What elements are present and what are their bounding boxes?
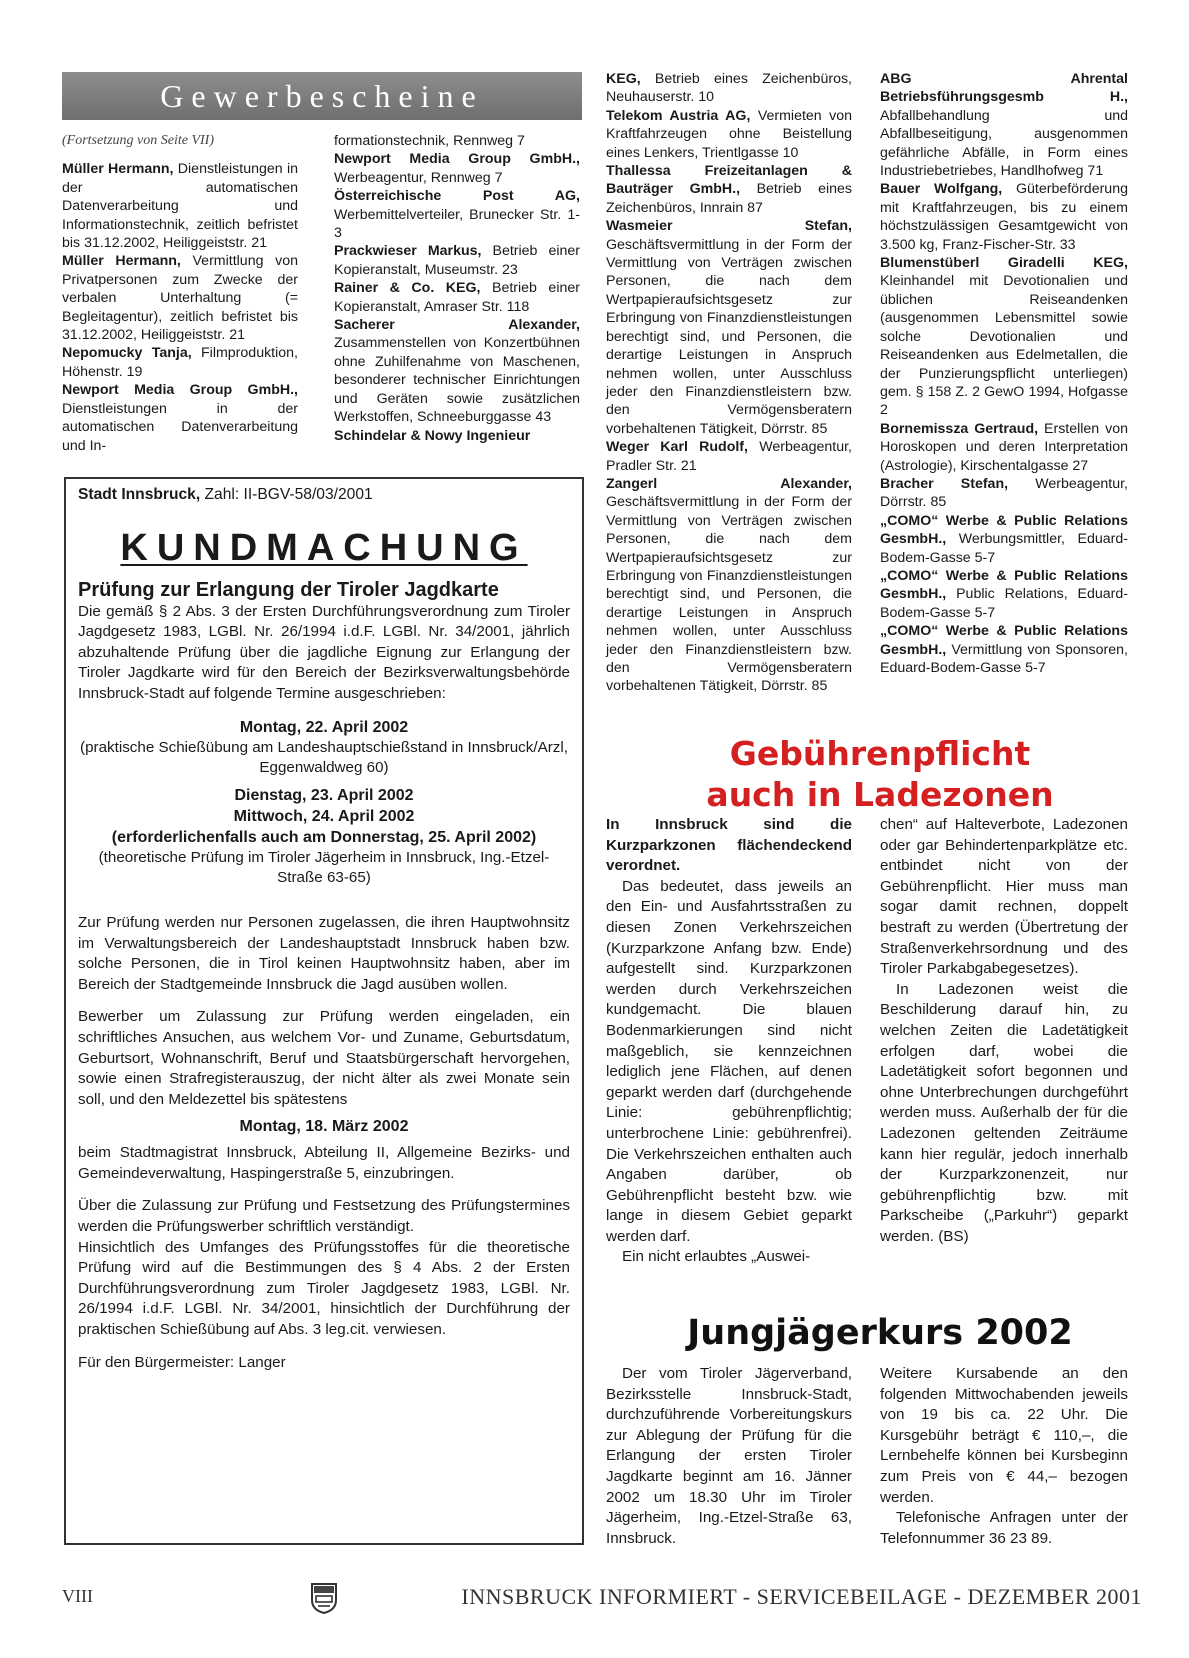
entry-business-name: Newport Media Group GmbH., (334, 151, 580, 168)
entry-business-name: Wasmeier Stefan, (606, 218, 852, 235)
business-license-entry (880, 567, 1128, 622)
article-headline-jungjaegerkurs: Jungjägerkurs 2002 (687, 1313, 1073, 1353)
entry-description: Geschäftsvermittlung in der Form der Vermittlung von Verträgen zwischen Personen, die nach dem Wertpapieraufsichtsgesetz zur Erbringung von Finanzdienstleistungen berechtigt sind, und Personen, die derartige Leistungen in Anspruch nehmen wollen, unter Ausschluss jeder den Finanzdienstleistern bzw. den Vermögensberatern vorbehaltenen Tätigkeit, Dörrstr. 85 (606, 236, 852, 437)
entry-business-name: Bracher Stefan, (880, 475, 1009, 492)
article-lead: In Innsbruck sind die Kurzparkzonen flächendeckend verordnet. (606, 816, 852, 875)
exam-date-theory-3: (erforderlichenfalls auch am Donnerstag, 25. April 2002) (111, 828, 537, 846)
article-gebuehrenpflicht-column-2 (880, 815, 1128, 1247)
entry-business-name: Blumenstüberl Giradelli KEG, (880, 255, 1128, 272)
business-license-entry (606, 438, 852, 475)
entry-business-name: Bauer Wolfgang, (880, 181, 1003, 198)
business-license-entry (880, 622, 1128, 677)
entry-business-name: Österreichische Post AG, (334, 188, 580, 205)
article-paragraph: Der vom Tiroler Jägerverband, Bezirksstelle Innsbruck-Stadt, durchzuführende Vorbereitungskurs zur Ablegung der Prüfung für die Erlangung der ersten Tiroler Jagdkarte beginnt am 16. Jänner 2002 um 18.30 Uhr im Tiroler Jägerheim, Ing.-Etzel-Straße 63, Innsbruck. (606, 1365, 852, 1547)
article-headline-gebuehrenpflicht: Gebührenpflicht auch in Ladezonen (706, 734, 1054, 814)
business-license-entry (62, 160, 298, 252)
exam-date-practical: Montag, 22. April 2002 (239, 718, 409, 736)
business-license-entry (606, 70, 852, 107)
entry-description: Dienstleistungen in der automatischen Datenverarbeitung und In- (62, 400, 298, 454)
entry-description: Werbungsmittler, Eduard-Bodem-Gasse 5-7 (880, 531, 1128, 566)
article-paragraph: In Ladezonen weist die Beschilderung darauf hin, zu welchen Zeiten die Ladetätigkeit erfolgen darf, wobei die Ladetätigkeit sofort begonnen und ohne Unterbrechungen durchgeführt werden muss. Außerhalb der für die Ladezonen geltenden Zeiträume kann hier regulär, jedoch innerhalb der Kurzparkzonenzeit, nur gebührenpflichtig bzw. mit Parkscheibe („Parkuhr“) geparkt werden. (BS) (880, 980, 1128, 1245)
entry-description: formationstechnik, Rennweg 7 (334, 133, 525, 149)
listing-column-4 (880, 70, 1128, 677)
public-notice-box (64, 477, 584, 1545)
notice-paragraph-submission: beim Stadtmagistrat Innsbruck, Abteilung II, Allgemeine Bezirks- und Gemeindeverwaltung, Haspingerstraße 5, einzubringen. (78, 1144, 570, 1182)
entry-description: Betrieb einer Kopieranstalt, Amraser Str. 118 (334, 280, 580, 315)
entry-business-name: Schindelar & Nowy Ingenieur (334, 427, 531, 444)
entry-business-name: ABG Ahrental Betriebsführungsgesmb H., (880, 71, 1128, 106)
entry-description: Kleinhandel mit Devotionalien und üblichen Reiseandenken (ausgenommen Lebensmittel sowie solche Devotionalien und Reiseandenken aus Edelmetallen, die der Punzierungspflicht unterliegen) gem. § 158 Z. 2 GewO 1994, Hofgasse 2 (880, 273, 1128, 419)
article-jungjaegerkurs-column-2 (880, 1364, 1128, 1549)
entry-business-name: Müller Hermann, (62, 253, 181, 270)
entry-business-name: Rainer & Co. KEG, (334, 280, 481, 297)
article-jungjaegerkurs-column-1 (606, 1364, 852, 1549)
entry-description: Betrieb eines Zeichenbüros, Innrain 87 (606, 181, 852, 216)
entry-description: Public Relations, Eduard-Bodem-Gasse 5-7 (880, 586, 1128, 621)
business-license-entry (334, 316, 580, 426)
business-license-entry (334, 279, 580, 316)
business-license-entry (62, 252, 298, 344)
article-paragraph: Ein nicht erlaubtes „Auswei- (622, 1248, 811, 1266)
listing-column-3 (606, 70, 852, 696)
notice-reference: Stadt Innsbruck, Zahl: II-BGV-58/03/2001 (78, 486, 373, 503)
entry-description: Vermieten von Kraftfahrzeugen ohne Beistellung eines Lenkers, Trientlgasse 10 (606, 107, 852, 161)
business-license-entry (606, 217, 852, 438)
entry-description: Abfallbehandlung und Abfallbeseitigung, ausgenommen gefährliche Abfälle, in Form eines Industriebetriebes, Handlhofweg 71 (880, 107, 1128, 180)
entry-business-name: Nepomucky Tanja, (62, 345, 192, 362)
notice-intro: Die gemäß § 2 Abs. 3 der Ersten Durchführungsverordnung zum Tiroler Jagdgesetz 1983, LGBl. Nr. 26/1994 i.d.F. LGBl. Nr. 34/2001, jährlich abzuhaltende Prüfung über die jagdliche Eignung zur Erlangung der Tiroler Jagdkarte wird für den Bereich der Bezirksverwaltungsbehörde Innsbruck-Stadt auf folgende Termine ausgeschrieben: (78, 602, 570, 702)
entry-description: Güterbeförderung mit Kraftfahrzeugen, bis zu einem höchstzulässigen Gesamtgewicht von 3.500 kg, Franz-Fischer-Str. 33 (880, 181, 1128, 253)
entry-business-name: „COMO“ Werbe & Public Relations GesmbH., (880, 567, 1128, 603)
entry-business-name: Bornemissza Gertraud, (880, 420, 1039, 437)
entry-description: Werbeagentur, Rennweg 7 (334, 169, 503, 186)
business-license-entry (606, 475, 852, 696)
business-license-entry (880, 180, 1128, 254)
notice-paragraph-eligibility: Zur Prüfung werden nur Personen zugelassen, die ihren Hauptwohnsitz im Verwaltungsbereich der Landeshauptstadt Innsbruck haben bzw. solche Personen, die in Tirol keinen Hauptwohnsitz haben, aber im Bereich der Stadtgemeinde Innsbruck die Jagd ausüben wollen. (78, 913, 570, 993)
entry-description: Filmproduktion, Höhenstr. 19 (62, 345, 298, 380)
entry-business-name: „COMO“ Werbe & Public Relations GesmbH., (880, 623, 1128, 658)
listing-column-2 (334, 132, 580, 445)
entry-business-name: Telekom Austria AG, (606, 107, 751, 124)
article-paragraph: Weitere Kursabende an den folgenden Mittwochabenden jeweils von 19 bis ca. 22 Uhr. Die Kursgebühr beträgt € 110,–, die Lernbehelfe können bei Kursbeginn zum Preis von € 44,– bezogen werden. (880, 1365, 1128, 1506)
entry-business-name: „COMO“ Werbe & Public Relations GesmbH., (880, 512, 1128, 548)
entry-description: Vermittlung von Sponsoren, Eduard-Bodem-Gasse 5-7 (880, 641, 1128, 676)
entry-business-name: Weger Karl Rudolf, (606, 439, 748, 456)
article-paragraph: chen“ auf Halteverbote, Ladezonen oder gar Behindertenparkplätze etc. entbindet nicht von der Gebührenpflicht. Hier muss man sogar damit rechnen, doppelt bestraft zu werden (Übertretung der Straßenverkehrsordnung und des Tiroler Parkabgabegesetzes). (880, 816, 1128, 978)
business-license-entry (880, 254, 1128, 420)
entry-business-name: Prackwieser Markus, (334, 243, 482, 260)
article-gebuehrenpflicht-column-1 (606, 815, 852, 1268)
page-number: VIII (62, 1586, 93, 1606)
business-license-entry (62, 381, 298, 455)
entry-business-name: Zangerl Alexander, (606, 475, 852, 492)
page-footer (62, 1582, 1142, 1616)
city-coat-of-arms-icon (310, 1582, 338, 1614)
entry-description: Zusammenstellen von Konzertbühnen ohne Zuhilfenahme von Maschenen, besonderer technischer Einrichtungen und Geräten sowie zusätzlichen Werkstoffen, Schneeburggasse 43 (334, 335, 580, 426)
entry-business-name: KEG, (606, 71, 641, 87)
business-license-entry (334, 187, 580, 242)
section-banner: Gewerbescheine (62, 72, 582, 120)
entry-description: Geschäftsvermittlung in der Form der Vermittlung von Verträgen zwischen Personen, die nach dem Wertpapieraufsichtsgesetz zur Erbringung von Finanzdienstleistungen berechtigt sind, und Personen, die derartige Leistungen in Anspruch nehmen wollen, unter Ausschluss jeder den Finanzdienstleistern bzw. den Vermögensberatern vorbehaltenen Tätigkeit, Dörrstr. 85 (606, 494, 852, 695)
entry-business-name: Müller Hermann, (62, 161, 174, 178)
entry-description: Betrieb einer Kopieranstalt, Museumstr. 23 (334, 243, 580, 278)
exam-date-theory-note: (theoretische Prüfung im Tiroler Jägerheim in Innsbruck, Ing.-Etzel-Straße 63-65) (98, 848, 550, 887)
notice-paragraph-notification: Über die Zulassung zur Prüfung und Festsetzung des Prüfungstermines werden die Prüfungswerber schriftlich verständigt. (78, 1197, 570, 1236)
entry-description: Vermittlung von Privatpersonen zum Zwecke der verbalen Unterhaltung (= Begleitagentur), zeitlich befristet bis 31.12.2002, Heiliggeiststr. 21 (62, 253, 298, 344)
entry-business-name: Sacherer Alexander, (334, 317, 580, 334)
business-license-entry (880, 512, 1128, 567)
entry-description: Werbeagentur, Dörrstr. 85 (880, 475, 1128, 511)
application-deadline: Montag, 18. März 2002 (239, 1118, 409, 1136)
business-license-entry (62, 344, 298, 381)
exam-date-practical-note: (praktische Schießübung am Landeshauptschießstand in Innsbruck/Arzl, Eggenwaldweg 60) (80, 738, 568, 777)
entry-description: Dienstleistungen in der automatischen Datenverarbeitung und Informationstechnik, zeitlich befristet bis 31.12.2002, Heiliggeiststr. 21 (62, 161, 298, 252)
business-license-entry (606, 162, 852, 217)
article-paragraph: Telefonische Anfragen unter der Telefonnummer 36 23 89. (880, 1509, 1128, 1547)
business-license-entry (880, 475, 1128, 512)
article-paragraph: Das bedeutet, dass jeweils an den Ein- und Ausfahrtsstraßen zu diesen Zonen Verkehrszeichen (Kurzparkzone Anfang bzw. Ende) aufgestellt sind. Kurzparkzonen werden durch Verkehrszeichen kundgemacht. Die blauen Bodenmarkierungen sind nicht maßgeblich, sie kennzeichnen lediglich jene Flächen, auf denen geparkt werden darf (durchgehende Linie: gebührenpflichtig; unterbrochene Linie: gebührenfrei). Die Verkehrszeichen enthalten auch Angaben darüber, ob Gebührenpflicht besteht bzw. wie lange in diesem Gebiet geparkt werden darf. (606, 877, 852, 1245)
business-license-entry (334, 242, 580, 279)
notice-subtitle: Prüfung zur Erlangung der Tiroler Jagdkarte (78, 578, 499, 601)
business-license-entry (880, 420, 1128, 475)
entry-description: Werbeagentur, Pradler Str. 21 (606, 439, 852, 474)
notice-heading: KUNDMACHUNG (120, 526, 528, 569)
notice-paragraph-scope: Hinsichtlich des Umfanges des Prüfungsstoffes für die theoretische Prüfung wird auf die Bestimmungen des § 4 Abs. 2 der Ersten Durchführungsverordnung zum Tiroler Jagdgesetz 1983, LGBl. Nr. 26/1994 i.d.F. LGBl. Nr. 34/2001, hinsichtlich der Durchführung der praktischen Schießübung auf Abs. 3 leg.cit. verwiesen. (78, 1238, 570, 1339)
business-license-entry (334, 427, 580, 445)
entry-business-name: Thallessa Freizeitanlagen & Bauträger GmbH., (606, 163, 852, 198)
entry-description: Betrieb eines Zeichenbüros, Neuhauserstr. 10 (606, 71, 852, 106)
entry-description: Erstellen von Horoskopen und deren Interpretation (Astrologie), Kirschentalgasse 27 (880, 420, 1128, 474)
notice-paragraph-application: Bewerber um Zulassung zur Prüfung werden eingeladen, ein schriftliches Ansuchen, aus welchem Vor- und Zuname, Geburtsdatum, Geburtsort, Wohnanschrift, Beruf und Staatsbürgerschaft hervorgehen, sowie einen Strafregisterauszug, der nicht älter als zwei Monate sein soll, und den Meldezettel bis spätestens (78, 1008, 570, 1108)
entry-business-name: Newport Media Group GmbH., (62, 382, 298, 399)
business-license-entry (606, 107, 852, 162)
publication-title: INNSBRUCK INFORMIERT - SERVICEBEILAGE - DEZEMBER 2001 (461, 1584, 1142, 1609)
notice-signature: Für den Bürgermeister: Langer (78, 1353, 286, 1371)
exam-date-theory-2: Mittwoch, 24. April 2002 (233, 807, 415, 825)
entry-description: Werbemittelverteiler, Brunecker Str. 1-3 (334, 206, 580, 242)
business-license-entry (334, 150, 580, 187)
exam-date-theory-1: Dienstag, 23. April 2002 (234, 786, 414, 804)
continuation-note: (Fortsetzung von Seite VII) (62, 133, 215, 148)
business-license-entry (334, 132, 580, 150)
business-license-entry (880, 70, 1128, 180)
listing-column-1 (62, 132, 298, 455)
